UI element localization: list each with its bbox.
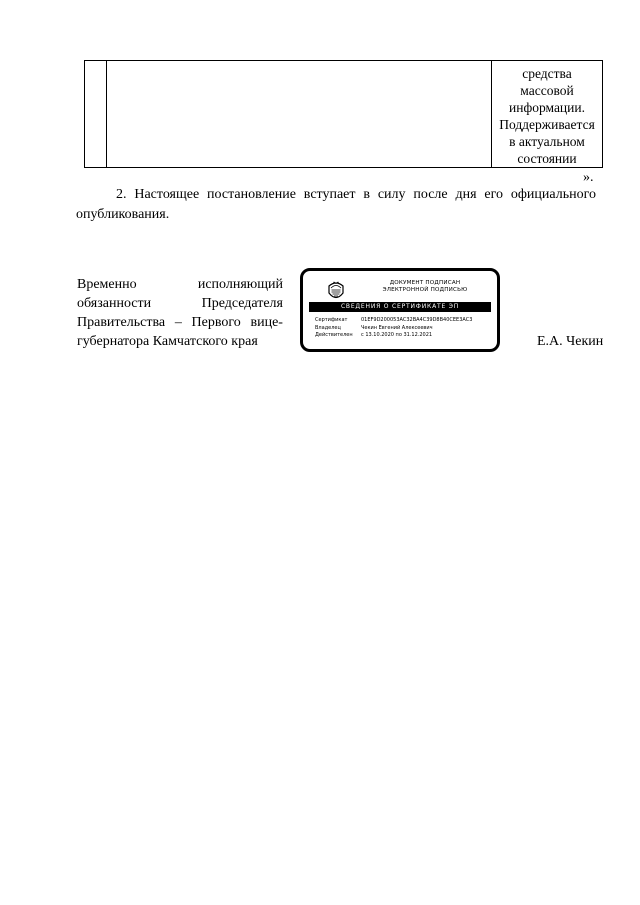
stamp-key: Действителен <box>315 332 353 339</box>
stamp-value: с 13.10.2020 по 31.12.2021 <box>361 332 433 339</box>
signatory-word: Председателя <box>201 296 283 311</box>
table-row <box>85 61 603 168</box>
signatory-word: Первого <box>191 315 241 330</box>
stamp-row-certificate <box>315 317 495 325</box>
stamp-title-line: ЭЛЕКТРОННОЙ ПОДПИСЬЮ <box>382 287 468 293</box>
cell-text-line: информации. <box>509 100 585 115</box>
signatory-title <box>77 275 283 351</box>
coat-of-arms-icon <box>325 280 347 302</box>
stamp-value: 01EF9D200053AC32BA4C39D8B40CEE3AC3 <box>361 317 473 323</box>
stamp-band: СВЕДЕНИЯ О СЕРТИФИКАТЕ ЭП <box>309 302 491 312</box>
table-cell-number <box>85 61 107 168</box>
signatory-word: Временно <box>77 277 137 292</box>
cell-text-line: Поддерживается <box>499 117 595 132</box>
signatory-line: губернатора Камчатского края <box>77 334 258 349</box>
stamp-key: Владелец <box>315 324 341 331</box>
stamp-row-validity <box>315 332 495 340</box>
electronic-signature-stamp <box>300 268 500 352</box>
signatory-word: Правительства <box>77 315 166 330</box>
cell-text-line: массовой <box>520 83 574 98</box>
signatory-name: Е.А. Чекин <box>537 334 604 349</box>
cell-text-line: средства <box>522 66 572 81</box>
paragraph-effective-date: 2. Настоящее постановление вступает в силу после дня его официального опубликования. <box>76 187 596 222</box>
signatory-word: – <box>174 315 182 330</box>
cell-text-line: состоянии <box>517 151 577 166</box>
continuation-table <box>84 60 603 168</box>
table-cell-description <box>107 61 492 168</box>
cell-text-line: в актуальном <box>509 134 585 149</box>
stamp-key: Сертификат <box>315 317 348 323</box>
signatory-word: вице- <box>250 315 283 330</box>
signatory-word: исполняющий <box>197 277 283 292</box>
signatory-line <box>77 313 283 332</box>
stamp-value: Чекин Евгений Алексеевич <box>361 324 433 331</box>
closing-quote: ». <box>583 170 594 185</box>
signatory-line <box>77 275 283 294</box>
stamp-title-line: ДОКУМЕНТ ПОДПИСАН <box>389 280 461 286</box>
signatory-word: обязанности <box>77 296 152 311</box>
stamp-details <box>315 317 495 340</box>
signatory-line <box>77 294 283 313</box>
table-cell-note <box>492 61 603 168</box>
stamp-title <box>365 280 485 294</box>
